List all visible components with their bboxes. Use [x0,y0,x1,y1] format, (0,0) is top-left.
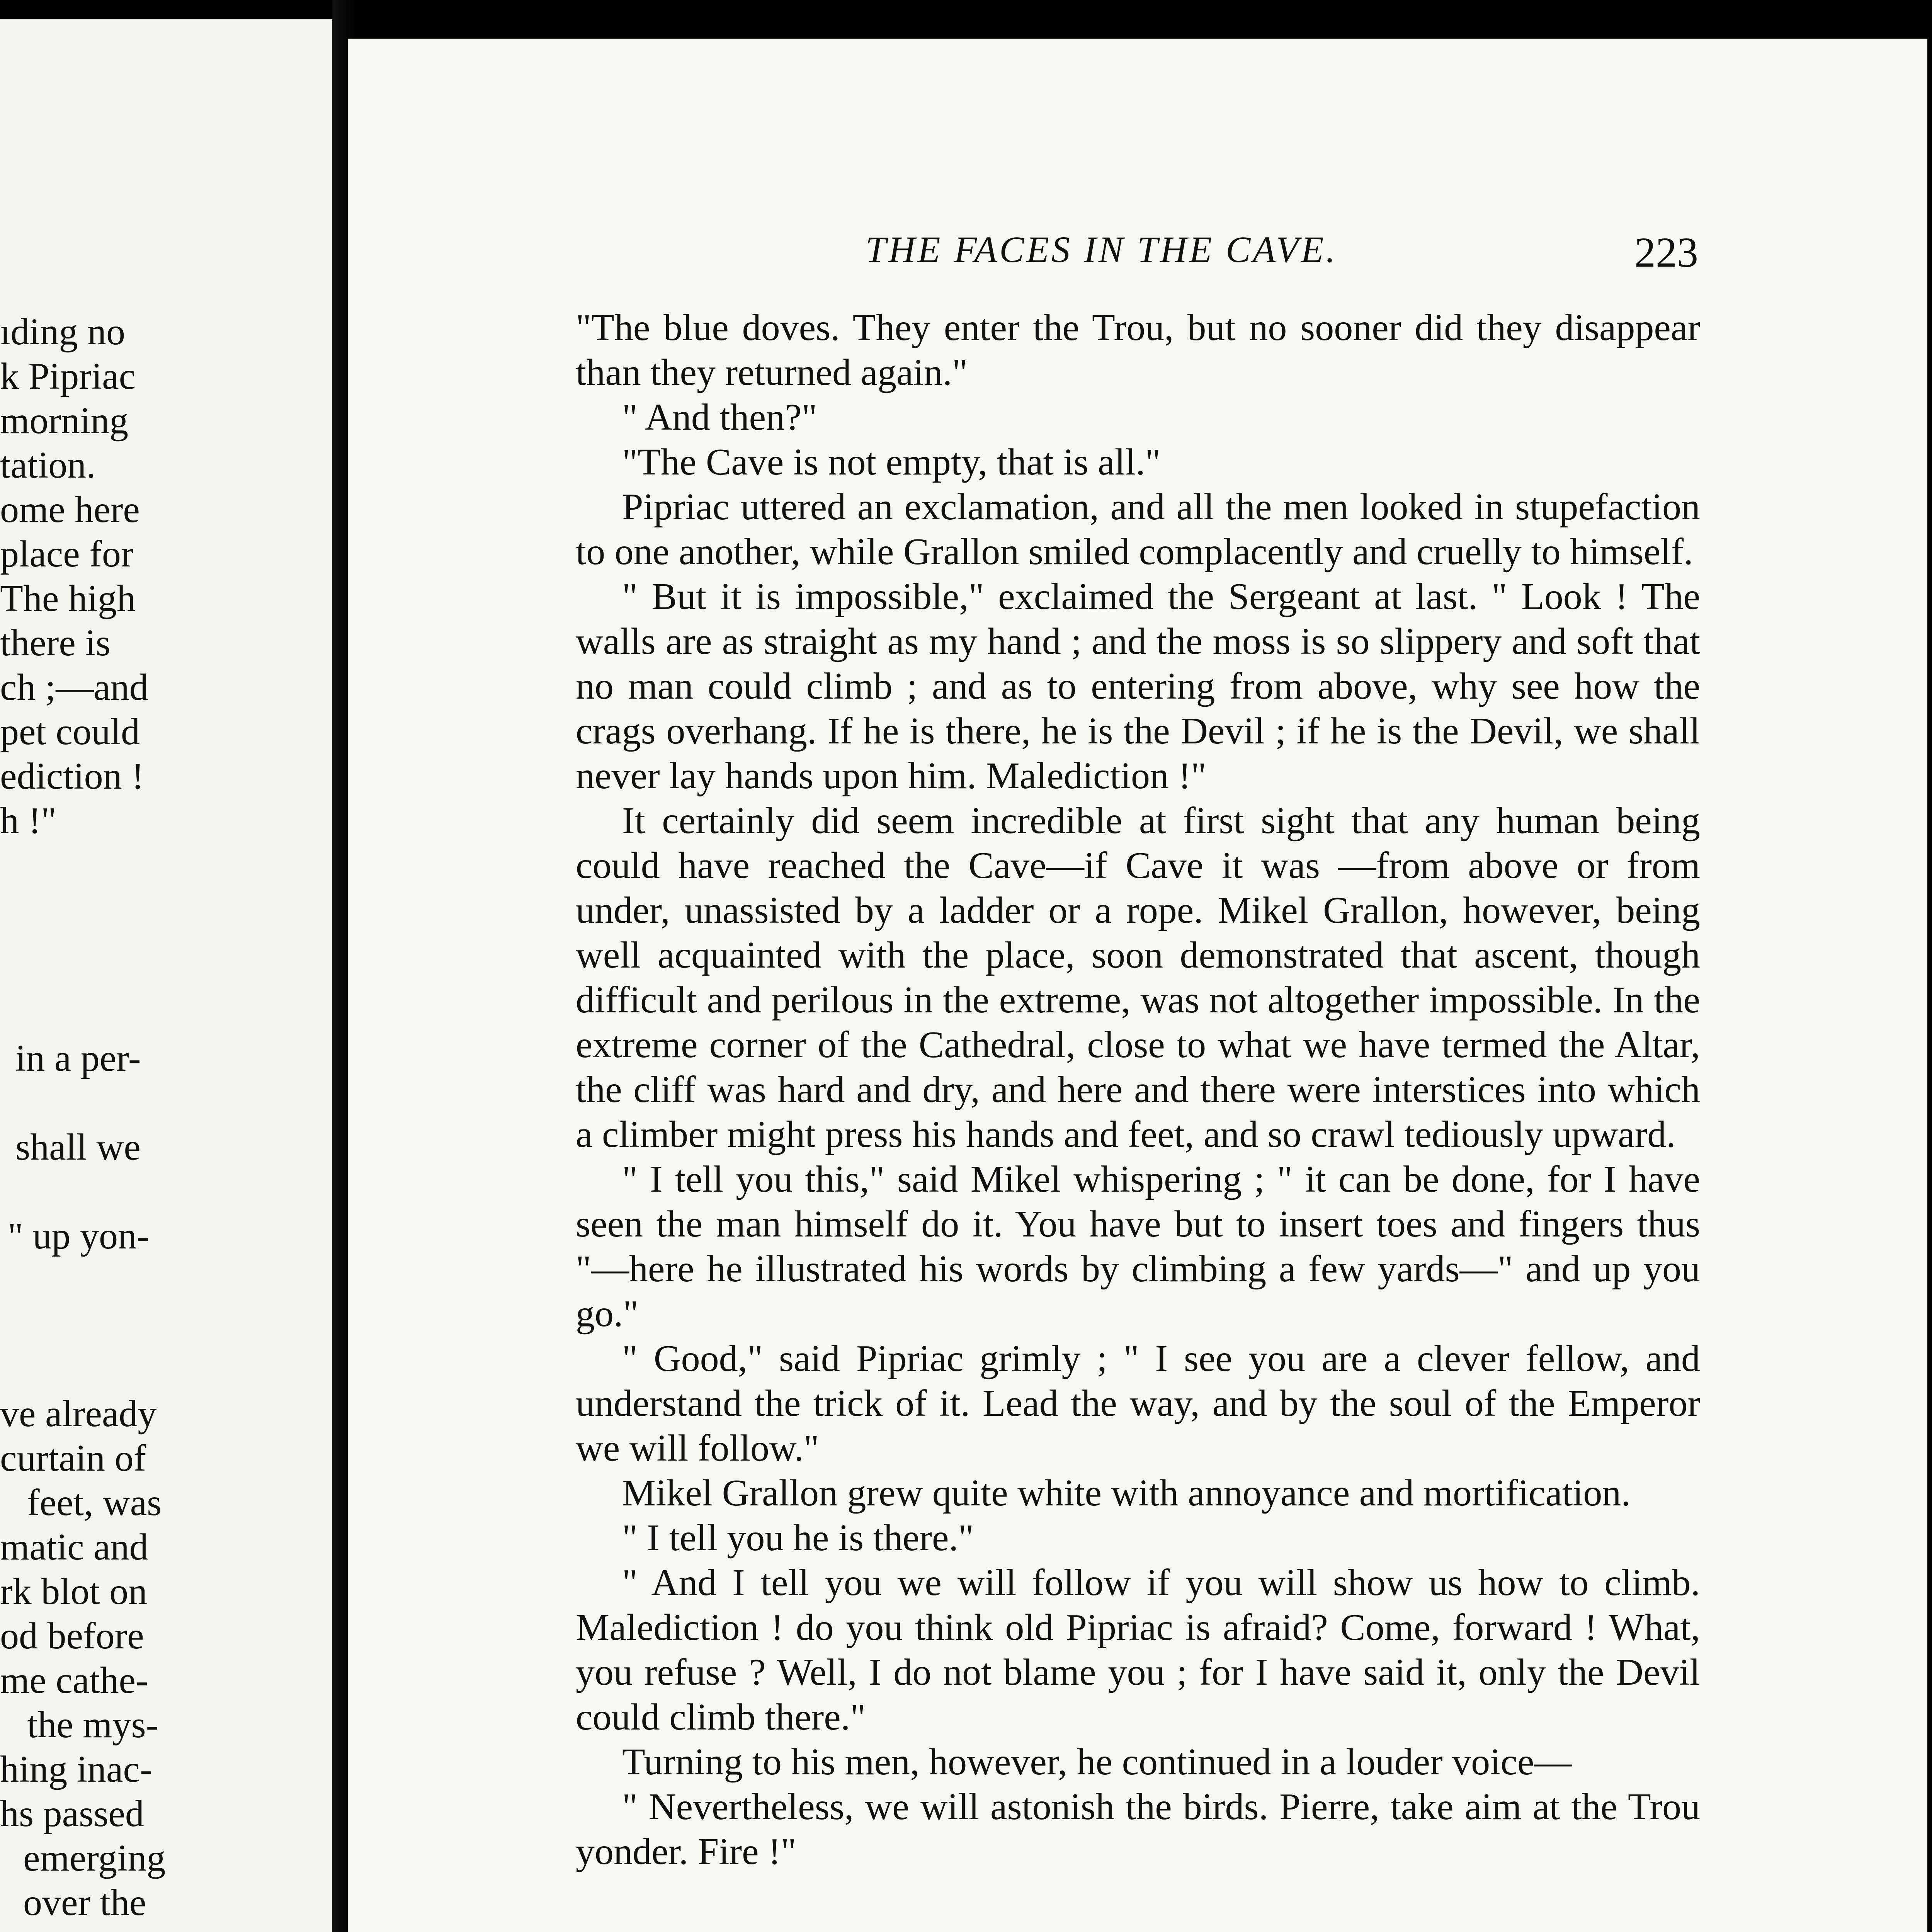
left-page-line: in a per- [15,1037,141,1079]
left-page-line: there is [0,622,111,664]
left-page-fragment [0,19,332,1932]
left-page-line: ch ;—and [0,667,148,708]
paragraph: "The Cave is not empty, that is all." [622,441,1161,483]
left-page-line: the mys- [27,1704,159,1746]
paragraph: " I tell you this," said Mikel whispering ; " it can be done, for I have seen the man himself do it. You have but to insert toes and fingers thus "—here he illustrated his words by climbing a few yards—" and up you go." [576,1158,1700,1335]
left-page-line: tation. [0,444,96,486]
paragraph: Mikel Grallon grew quite white with annoyance and mortification. [622,1472,1631,1514]
paragraph: Turning to his men, however, he continued in a louder voice— [622,1741,1572,1783]
paragraph: " Good," said Pipriac grimly ; " I see you are a clever fellow, and understand the trick of it. Lead the way, and by the soul of the Emperor we will follow." [576,1338,1700,1469]
left-page-line: shall we [15,1126,141,1168]
left-page-line: emerging [23,1837,166,1879]
left-page-line: " up yon- [8,1215,150,1257]
paragraph: " Nevertheless, we will astonish the birds. Pierre, take aim at the Trou yonder. Fire !" [576,1786,1700,1872]
paragraph: "The blue doves. They enter the Trou, but no sooner did they disappear than they returned again." [576,307,1700,393]
left-page-line: morning [0,400,129,442]
left-page-line: over the [23,1882,146,1923]
left-page-line: matic and [0,1526,148,1568]
left-page-line: ve already [0,1393,157,1435]
paragraph: Pipriac uttered an exclamation, and all the men looked in stupefaction to one another, while Grallon smiled complacently and cruelly to himself. [576,486,1700,573]
paragraph: " But it is impossible," exclaimed the Sergeant at last. " Look ! The walls are as straight as my hand ; and the moss is so slippery and soft that no man could climb ; and as to entering from above, why see how the crags overhang. If he is there, he is the Devil ; if he is the Devil, we shall never lay hands upon him. Malediction !" [576,576,1700,797]
left-page-line: ome here [0,489,140,531]
left-page-line: place for [0,533,134,575]
left-page-line: hing inac- [0,1748,153,1790]
left-page-line: rk blot on [0,1571,148,1612]
running-head: THE FACES IN THE CAVE. [866,229,1338,270]
paragraph: " And then?" [622,396,817,438]
left-page-line: ediction ! [0,755,144,797]
page-number: 223 [1634,229,1698,276]
paragraph: It certainly did seem incredible at first sight that any human being could have reached the Cave—if Cave it was —from above or from under, unassisted by a ladder or a rope. Mikel Grallon, however, being well acquainted with the place, soon demonstrated that ascent, though difficult and perilous in the extreme, was not altogether impossible. In the extreme corner of the Cathedral, close to what we have termed the Altar, the cliff was hard and dry, and here and there were interstices into which a climber might press his hands and feet, and so crawl tediously upward. [576,800,1700,1155]
left-page-line: od before [0,1615,144,1657]
left-page-line: ıding no [0,311,125,353]
left-page-line: curtain of [0,1437,146,1479]
left-page-line: pet could [0,711,140,753]
left-page-line: hs passed [0,1793,144,1835]
left-page-line: me cathe- [0,1660,148,1701]
paragraph: " And I tell you we will follow if you will show us how to climb. Malediction ! do you think old Pipriac is afraid? Come, forward ! What, you refuse ? Well, I do not blame you ; for I have said it, only the Devil could climb there." [576,1562,1700,1738]
left-page-line: The high [0,578,136,619]
body-text [576,305,1700,1874]
paragraph: " I tell you he is there." [622,1517,974,1559]
left-page-line: k Pipriac [0,355,136,397]
left-page-line: h !" [0,800,57,842]
right-page [348,39,1927,1932]
left-page-line: feet, was [27,1482,162,1524]
